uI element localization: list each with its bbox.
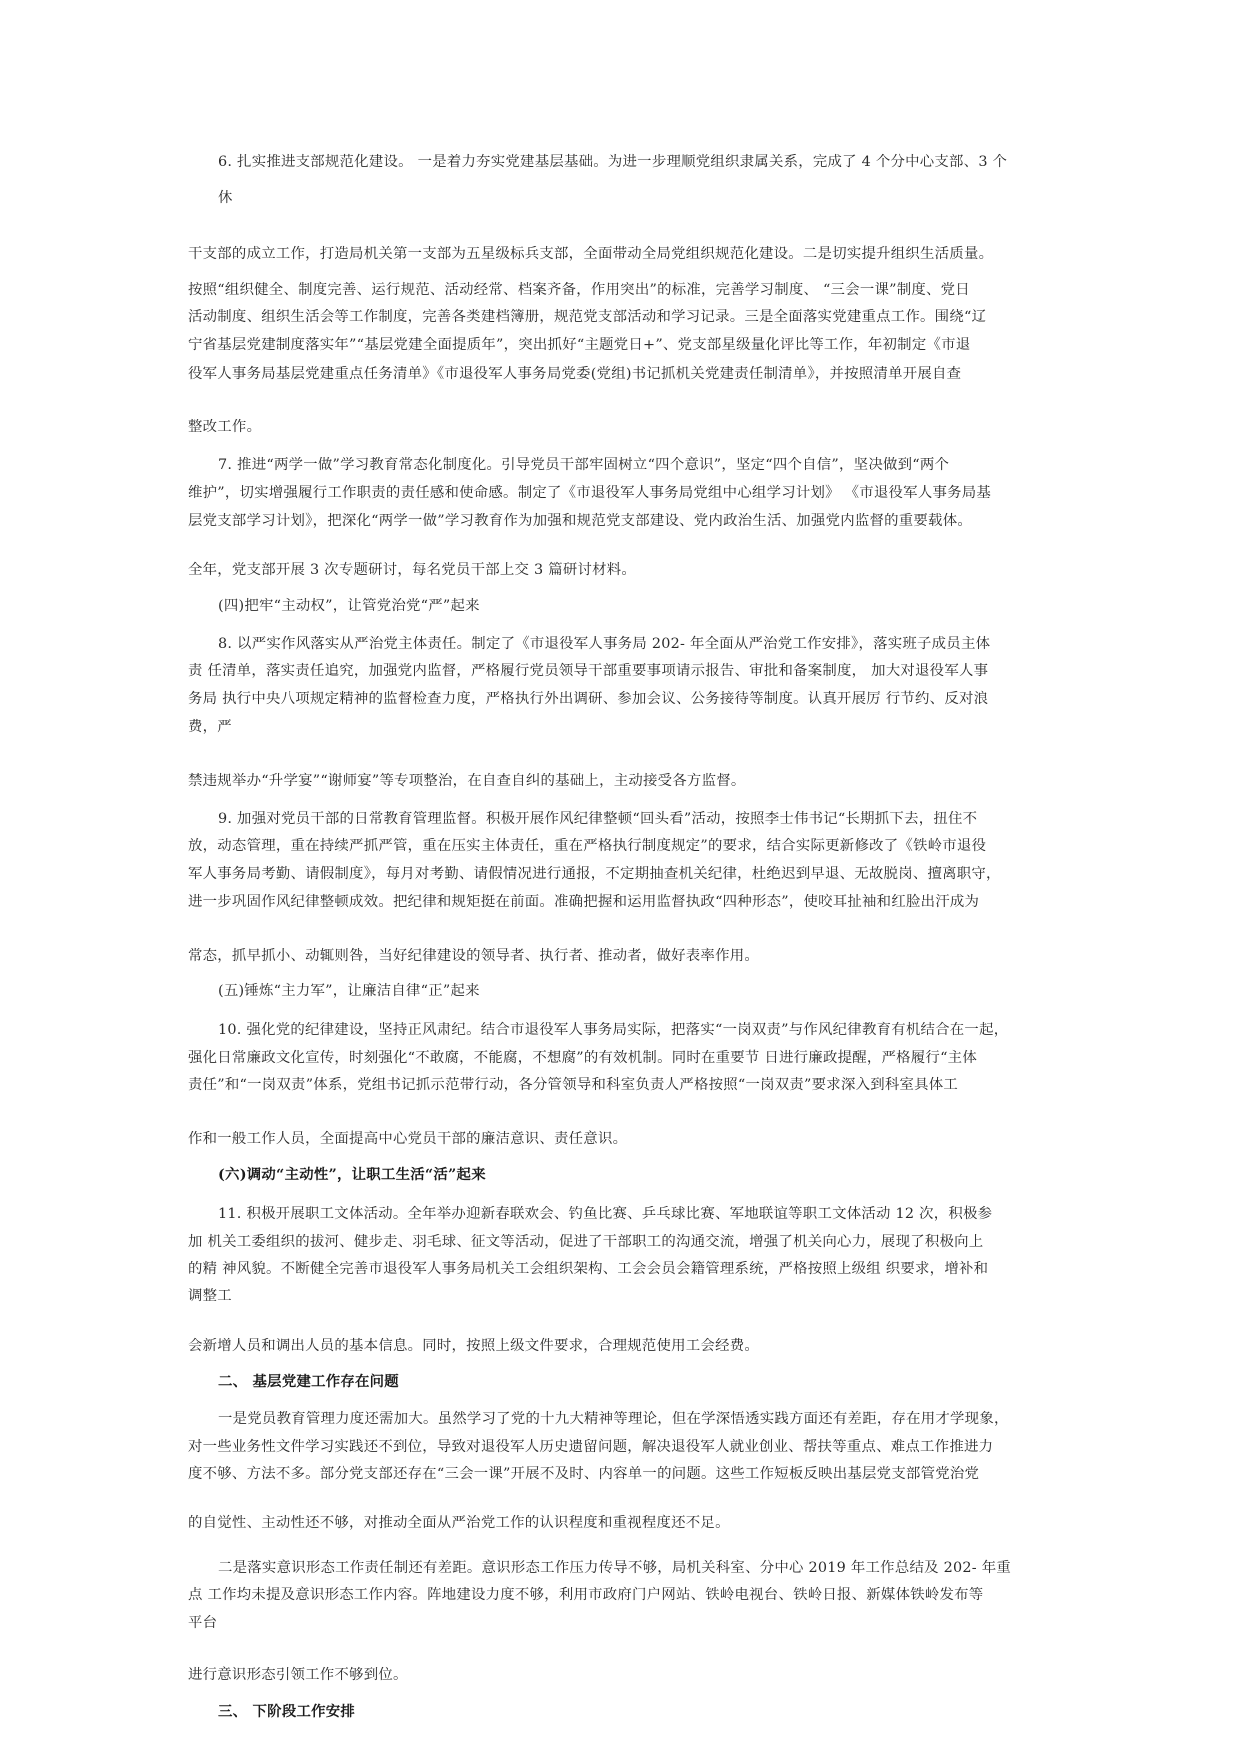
paragraph-8-line-4: 费，严	[188, 719, 232, 735]
paragraph-8-line-5: 禁违规举办“升学宴”“谢师宴”等专项整治，在自查自纠的基础上，主动接受各方监督。	[188, 773, 746, 789]
paragraph-9-line-1: 9. 加强对党员干部的日常教育管理监督。积极开展作风纪律整顿“回头看”活动，按照李士伟书记“长期抓下去，扭住不	[218, 811, 978, 827]
paragraph-11-line-5: 会新增人员和调出人员的基本信息。同时，按照上级文件要求，合理规范使用工会经费。	[188, 1338, 759, 1354]
paragraph-9-line-3: 军人事务局考勤、请假制度》，每月对考勤、请假情况进行通报，不定期抽查机关纪律，杜绝迟到早退、无故脱岗、擅离职守，	[188, 866, 1001, 882]
paragraph-10-line-1: 10. 强化党的纪律建设，坚持正风肃纪。结合市退役军人事务局实际，把落实“一岗双责”与作风纪律教育有机结合在一起，	[218, 1022, 1009, 1038]
paragraph-6-line-5: 活动制度、组织生活会等工作制度，完善各类建档簿册，规范党支部活动和学习记录。三是全面落实党建重点工作。围绕“辽	[188, 309, 987, 325]
paragraph-11-line-2: 加 机关工委组织的拔河、健步走、羽毛球、征文等活动，促进了干部职工的沟通交流，增强了机关向心力，展现了积极向上	[188, 1234, 984, 1250]
problem-2-line-4: 进行意识形态引领工作不够到位。	[188, 1667, 408, 1683]
paragraph-6-line-2: 休	[218, 190, 233, 206]
paragraph-9-line-4: 进一步巩固作风纪律整顿成效。把纪律和规矩挺在前面。准确把握和运用监督执政“四种形态”，使咬耳扯袖和红脸出汗成为	[188, 894, 980, 910]
paragraph-6-line-8: 整改工作。	[188, 419, 262, 435]
problem-1-line-2: 对一些业务性文件学习实践还不到位，导致对退役军人历史遗留问题，解决退役军人就业创业、帮扶等重点、难点工作推进力	[188, 1439, 994, 1455]
paragraph-11-line-4: 调整工	[188, 1288, 232, 1304]
problem-2-line-1: 二是落实意识形态工作责任制还有差距。意识形态工作压力传导不够，局机关科室、分中心 2019 年工作总结及 202- 年重	[218, 1560, 1012, 1576]
paragraph-8-line-1: 8. 以严实作风落实从严治党主体责任。制定了《市退役军人事务局 202- 年全面从严治党工作安排》，落实班子成员主体	[218, 636, 991, 652]
paragraph-9-line-2: 放，动态管理，重在持续严抓严管，重在压实主体责任，重在严格执行制度规定”的要求，结合实际更新修改了《铁岭市退役	[188, 838, 987, 854]
paragraph-6-line-4: 按照“组织健全、制度完善、运行规范、活动经常、档案齐备，作用突出”的标准，完善学习制度、 “三会一课”制度、党日	[188, 282, 970, 298]
paragraph-10-line-2: 强化日常廉政文化宣传，时刻强化“不敢腐，不能腐，不想腐”的有效机制。同时在重要节 日进行廉政提醒，严格履行“主体	[188, 1050, 977, 1066]
problem-1-line-3: 度不够、方法不多。部分党支部还存在“三会一课”开展不及时、内容单一的问题。这些工作短板反映出基层党支部管党治党	[188, 1466, 980, 1482]
paragraph-7-line-2: 维护”，切实增强履行工作职责的责任感和使命感。制定了《市退役军人事务局党组中心组学习计划》 《市退役军人事务局基	[188, 485, 992, 501]
section-6-heading: (六)调动“主动性”，让职工生活“活”起来	[218, 1166, 486, 1183]
paragraph-7-line-1: 7. 推进“两学一做”学习教育常态化制度化。引导党员干部牢固树立“四个意识”，坚定“四个自信”，坚决做到“两个	[218, 457, 950, 473]
paragraph-6-line-3: 干支部的成立工作，打造局机关第一支部为五星级标兵支部，全面带动全局党组织规范化建设。二是切实提升组织生活质量。	[188, 246, 994, 262]
paragraph-8-line-3: 务局 执行中央八项规定精神的监督检查力度，严格执行外出调研、参加会议、公务接待等制度。认真开展厉 行节约、反对浪	[188, 691, 989, 707]
paragraph-6-line-6: 宁省基层党建制度落实年”“基层党建全面提质年”，突出抓好“主题党日+”、党支部星级量化评比等工作，年初制定《市退	[188, 337, 971, 353]
problem-2-line-2: 点 工作均未提及意识形态工作内容。阵地建设力度不够，利用市政府门户网站、铁岭电视台、铁岭日报、新媒体铁岭发布等	[188, 1587, 984, 1603]
paragraph-11-line-3: 的精 神风貌。不断健全完善市退役军人事务局机关工会组织架构、工会会员会籍管理系统，严格按照上级组 织要求，增补和	[188, 1261, 989, 1277]
section-2-heading: 二、 基层党建工作存在问题	[218, 1373, 399, 1390]
problem-1-line-4: 的自觉性、主动性还不够，对推动全面从严治党工作的认识程度和重视程度还不足。	[188, 1515, 730, 1531]
paragraph-11-line-1: 11. 积极开展职工文体活动。全年举办迎新春联欢会、钓鱼比赛、乒乓球比赛、军地联谊等职工文体活动 12 次，积极参	[218, 1206, 993, 1222]
section-4-heading: (四)把牢“主动权”，让管党治党“严”起来	[218, 598, 480, 614]
section-5-heading: (五)锤炼“主力军”，让廉洁自律“正”起来	[218, 983, 480, 999]
problem-1-line-1: 一是党员教育管理力度还需加大。虽然学习了党的十九大精神等理论，但在学深悟透实践方面还有差距，存在用才学现象，	[218, 1411, 1009, 1427]
paragraph-7-line-3: 层党支部学习计划》，把深化“两学一做”学习教育作为加强和规范党支部建设、党内政治生活、加强党内监督的重要载体。	[188, 513, 972, 529]
paragraph-10-line-3: 责任”和“一岗双责”体系，党组书记抓示范带行动，各分管领导和科室负责人严格按照“一岗双责”要求深入到科室具体工	[188, 1077, 959, 1093]
paragraph-9-line-5: 常态，抓早抓小、动辄则咎，当好纪律建设的领导者、执行者、推动者，做好表率作用。	[188, 948, 759, 964]
paragraph-7-line-4: 全年，党支部开展 3 次专题研讨，每名党员干部上交 3 篇研讨材料。	[188, 562, 637, 578]
problem-2-line-3: 平台	[188, 1615, 218, 1631]
paragraph-6-line-7: 役军人事务局基层党建重点任务清单》《市退役军人事务局党委(党组)书记抓机关党建责任制清单》，并按照清单开展自查	[188, 366, 962, 382]
paragraph-8-line-2: 责 任清单，落实责任追究，加强党内监督，严格履行党员领导干部重要事项请示报告、审批和备案制度， 加大对退役军人事	[188, 663, 989, 679]
paragraph-6-line-1: 6. 扎实推进支部规范化建设。 一是着力夯实党建基层基础。为进一步理顺党组织隶属关系，完成了 4 个分中心支部、3 个	[218, 154, 1008, 170]
section-3-heading: 三、 下阶段工作安排	[218, 1703, 356, 1720]
paragraph-10-line-4: 作和一般工作人员，全面提高中心党员干部的廉洁意识、责任意识。	[188, 1131, 628, 1147]
